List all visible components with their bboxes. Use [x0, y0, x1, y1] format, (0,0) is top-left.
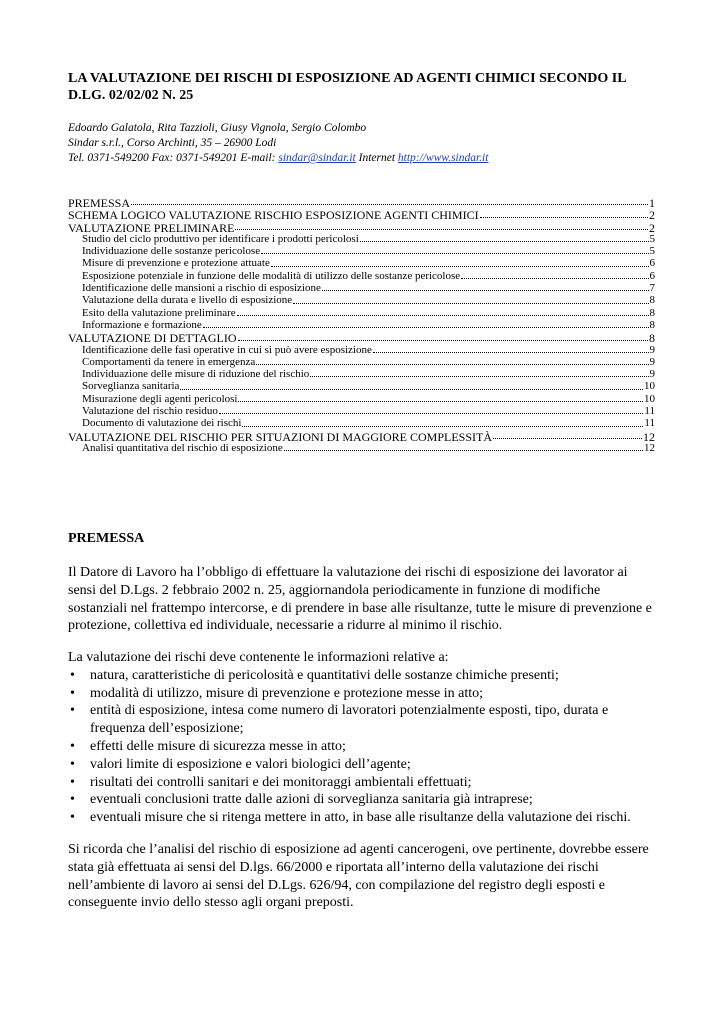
list-item: [68, 685, 658, 703]
toc-entry-page: 8: [649, 306, 655, 319]
toc-entry[interactable]: [68, 282, 655, 294]
list-item-text: effetti delle misure di sicurezza messe in atto;: [90, 738, 346, 754]
toc-leader-dots: [203, 327, 649, 328]
toc-leader-dots: [219, 413, 643, 414]
toc-entry-page: 7: [649, 282, 655, 295]
list-item: [68, 738, 658, 756]
toc-entry-label: Sorveglianza sanitaria: [82, 380, 180, 393]
toc-entry-label: Misure di prevenzione e protezione attuate: [82, 257, 270, 270]
toc-entry-label: Individuazione delle misure di riduzione del rischio: [82, 368, 310, 381]
list-item: [68, 667, 658, 685]
bullet-icon: •: [70, 703, 75, 719]
paragraph-obligation: Il Datore di Lavoro ha l’obbligo di effettuare la valutazione dei rischi di esposizione dei lavorator ai sensi del D.Lgs. 2 febbraio 2002 n. 25, aggiornandola periodicamente in funzione di modifiche sostanziali nel frattempo intercorse, e di prendere in base alle risultanze, tutte le misure di prevenzione e protezione, collettiva ed individuale, necessarie a ridurre al minimo il rischio.: [68, 565, 652, 634]
toc-entry[interactable]: [68, 294, 655, 306]
list-item: [68, 702, 658, 738]
toc-entry-label: VALUTAZIONE DI DETTAGLIO: [68, 331, 237, 344]
toc-entry-page: 9: [649, 355, 655, 368]
toc-entry-page: 11: [644, 417, 655, 430]
list-item-text: natura, caratteristiche di pericolosità e quantitativi delle sostanze chimiche presenti;: [90, 667, 559, 683]
toc-entry-label: VALUTAZIONE PRELIMINARE: [68, 220, 235, 233]
toc-entry-page: 8: [649, 318, 655, 331]
website-link[interactable]: http://www.sindar.it: [397, 152, 489, 164]
toc-entry[interactable]: [68, 233, 655, 245]
internet-prefix: Internet: [355, 152, 398, 164]
section-heading-premessa: PREMESSA: [68, 531, 145, 546]
bullet-icon: •: [70, 774, 75, 790]
toc-entry-page: 1: [649, 196, 655, 209]
toc-leader-dots: [461, 278, 648, 279]
toc-leader-dots: [480, 217, 648, 218]
toc-entry[interactable]: [68, 442, 655, 454]
toc-entry-page: 8: [649, 294, 655, 307]
company-address: Sindar s.r.l., Corso Archinti, 35 – 26900 Lodi: [68, 137, 277, 149]
toc-entry[interactable]: [68, 257, 655, 269]
list-item: [68, 809, 658, 827]
list-item-text: risultati dei controlli sanitari e dei monitoraggi ambientali effettuati;: [90, 774, 472, 790]
toc-entry-label: PREMESSA: [68, 196, 131, 209]
toc-entry-page: 6: [649, 257, 655, 270]
bullet-icon: •: [70, 756, 75, 772]
list-intro: La valutazione dei rischi deve contenente le informazioni relative a:: [68, 650, 449, 665]
toc-entry-label: Esposizione potenziale in funzione delle modalità di utilizzo delle sostanze pericolose: [82, 269, 461, 282]
paragraph-carcinogens: Si ricorda che l’analisi del rischio di esposizione ad agenti cancerogeni, ove pertinente, dovrebbe essere stata già effettuata ai sensi del D.lgs. 66/2000 e riportata all’interno della valutazione dei rischi nell’ambiente di lavoro ai sensi del D.Lgs. 626/94, con compilazione del registro degli esposti e conseguente invio dello stesso agli organi preposti.: [68, 842, 649, 911]
toc-leader-dots: [373, 352, 649, 353]
toc-entry-page: 6: [649, 269, 655, 282]
toc-entry-page: 5: [649, 232, 655, 245]
toc-entry[interactable]: [68, 405, 655, 417]
bullet-icon: •: [70, 810, 75, 826]
toc-entry[interactable]: [68, 196, 655, 208]
toc-entry-page: 10: [644, 380, 655, 393]
toc-leader-dots: [284, 450, 643, 451]
toc-entry-label: Valutazione della durata e livello di esposizione: [82, 294, 293, 307]
toc-leader-dots: [322, 290, 649, 291]
toc-entry[interactable]: [68, 344, 655, 356]
toc-entry-page: 11: [644, 405, 655, 418]
toc-entry-page: 8: [649, 331, 655, 344]
toc-leader-dots: [256, 364, 648, 365]
toc-entry[interactable]: [68, 270, 655, 282]
toc-entry-page: 9: [649, 368, 655, 381]
risk-info-block: [68, 649, 658, 827]
toc-entry[interactable]: [68, 393, 655, 405]
toc-leader-dots: [131, 204, 648, 205]
toc-leader-dots: [360, 241, 649, 242]
toc-entry-page: 9: [649, 343, 655, 356]
info-bullet-list: [68, 667, 658, 827]
list-item: [68, 756, 658, 774]
toc-leader-dots: [180, 389, 643, 390]
toc-entry-label: Esito della valutazione preliminare: [82, 306, 236, 319]
toc-leader-dots: [293, 303, 648, 304]
toc-entry-label: Comportamenti da tenere in emergenza: [82, 355, 256, 368]
email-link[interactable]: sindar@sindar.it: [278, 152, 356, 164]
list-item-text: eventuali conclusioni tratte dalle azioni di sorveglianza sanitaria già intraprese;: [90, 792, 533, 808]
toc-entry-label: Documento di valutazione dei rischi: [82, 417, 242, 430]
toc-entry[interactable]: [68, 356, 655, 368]
toc-entry-label: Studio del ciclo produttivo per identificare i prodotti pericolosi: [82, 232, 359, 245]
toc-entry-page: 12: [643, 429, 655, 442]
document-title: LA VALUTAZIONE DEI RISCHI DI ESPOSIZIONE AD AGENTI CHIMICI SECONDO IL D.LG. 02/02/02 N. 25: [68, 71, 626, 103]
toc-leader-dots: [310, 376, 648, 377]
toc-entry[interactable]: [68, 430, 655, 442]
bullet-icon: •: [70, 792, 75, 808]
toc-entry-page: 5: [649, 245, 655, 258]
bullet-icon: •: [70, 738, 75, 754]
toc-leader-dots: [493, 438, 642, 439]
toc-leader-dots: [237, 315, 649, 316]
toc-leader-dots: [271, 266, 649, 267]
toc-entry-label: SCHEMA LOGICO VALUTAZIONE RISCHIO ESPOSIZIONE AGENTI CHIMICI: [68, 208, 479, 221]
toc-entry[interactable]: [68, 368, 655, 380]
toc-leader-dots: [238, 401, 643, 402]
toc-leader-dots: [238, 340, 649, 341]
contact-prefix: Tel. 0371-549200 Fax: 0371-549201 E-mail:: [68, 152, 279, 164]
toc-entry-label: Informazione e formazione: [82, 318, 202, 331]
toc-entry-label: Identificazione delle fasi operative in cui si può avere esposizione: [82, 343, 372, 356]
table-of-contents: [68, 196, 655, 454]
bullet-icon: •: [70, 667, 75, 683]
toc-entry-label: Individuazione delle sostanze pericolose: [82, 245, 261, 258]
toc-entry-label: Valutazione del rischio residuo: [82, 405, 218, 418]
toc-entry[interactable]: [68, 208, 655, 220]
toc-entry[interactable]: [68, 221, 655, 233]
author-names: Edoardo Galatola, Rita Tazzioli, Giusy Vignola, Sergio Colombo: [68, 122, 367, 134]
authors-block: [68, 121, 488, 166]
toc-leader-dots: [261, 253, 648, 254]
contact-line: [68, 151, 488, 166]
toc-entry-label: Identificazione delle mansioni a rischio di esposizione: [82, 282, 321, 295]
toc-entry-page: 2: [649, 208, 655, 221]
toc-entry[interactable]: [68, 417, 655, 429]
list-item-text: entità di esposizione, intesa come numero di lavoratori potenzialmente esposti, tipo, durata e frequenza dell’esposizione;: [90, 703, 609, 737]
list-item: [68, 791, 658, 809]
toc-entry-page: 2: [649, 220, 655, 233]
toc-entry-page: 12: [644, 441, 655, 454]
list-item-text: valori limite di esposizione e valori biologici dell’agente;: [90, 756, 411, 772]
toc-entry[interactable]: [68, 307, 655, 319]
list-item: [68, 774, 658, 792]
toc-leader-dots: [235, 229, 648, 230]
toc-entry[interactable]: [68, 331, 655, 343]
toc-entry-label: Analisi quantitativa del rischio di esposizione: [82, 441, 283, 454]
list-item-text: eventuali misure che si ritenga mettere in atto, in base alle risultanze della valutazione dei rischi.: [90, 810, 631, 826]
list-item-text: modalità di utilizzo, misure di prevenzione e protezione messe in atto;: [90, 685, 484, 701]
toc-entry[interactable]: [68, 245, 655, 257]
toc-entry[interactable]: [68, 380, 655, 392]
toc-entry-label: Misurazione degli agenti pericolosi: [82, 392, 238, 405]
bullet-icon: •: [70, 685, 75, 701]
toc-entry-page: 10: [644, 392, 655, 405]
toc-leader-dots: [242, 426, 643, 427]
toc-entry-label: VALUTAZIONE DEL RISCHIO PER SITUAZIONI DI MAGGIORE COMPLESSITÀ: [68, 429, 493, 442]
toc-entry[interactable]: [68, 319, 655, 331]
